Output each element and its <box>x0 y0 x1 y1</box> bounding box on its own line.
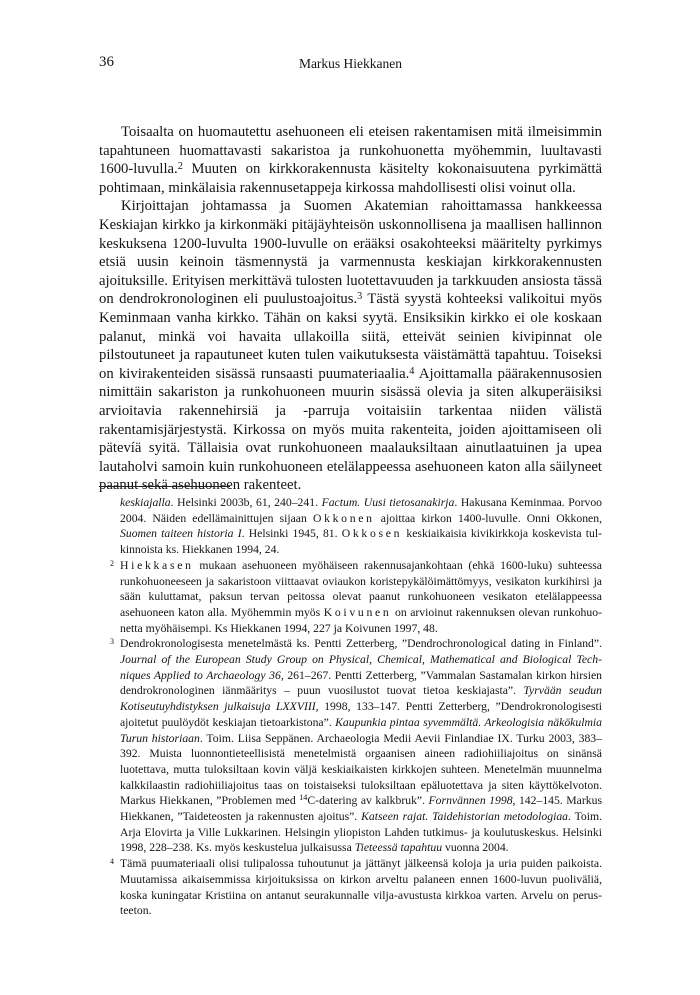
footnote-number: 4 <box>110 857 114 867</box>
footnotes <box>99 495 602 919</box>
body-paragraph: Toisaalta on huomautettu asehuoneen eli eteisen rakentamisen mitä ilmeisimmin tapahtuneen huomattavasti sakaristoa ja runkohuonetta myöhemmin, luultavasti 1600-luvulla.$^2$ Muuten on kirkkorakennusta käsitelty kokonaisuutena pyrkimättä pohtimaan, minkälaisia rakennusetappeja kirkossa mahdollisesti olisi voinut olla. <box>99 124 602 196</box>
footnote-ref[interactable]: 4 <box>409 365 415 377</box>
page-header <box>99 50 602 70</box>
body-paragraph: Kirjoittajan johtamassa ja Suomen Akatemian rahoittamassa hankkeessa Keskiajan kirkko ja kirkonmäki pitäjäyhteisön uskonnollisena ja maallisen hallinnon keskuksena 1200-luvulta 1900-luvulle on erääksi osakohteeksi määritelty pyrkimys etsiä uusin keinoin täsmennystä ja varmennusta keskiajan kirkkorakennusten ajoituksille. Erityisen merkittävä tulosten luotettavuuden ja tarkkuuden ansiosta tässä on dendrokronologinen eli puulustoajoitus.$^3$ Tästä syystä kohteeksi valikoitui myös Keminmaan vanha kirkko. Tähän on kaksi syytä. Ensiksikin kirkko ei ole koskaan palanut, minkä voi havaita ullakoilla siitä, etteivät seinien kivipinnat ole pilstoutuneet ja rapautuneet kuten tulen vaikutuksesta väistämättä tapahtuu. Toiseksi on kivirakenteiden sisässä runsaasti puumateriaalia.$^4$ Ajoittamalla päärakennusosien nimittäin sakariston ja runkohuoneen muurin sisässä olevia ja siten alkuperäisiksi arvioitavia rakennehirsiä ja -parruja voitaisiin tarkentaa niiden välistä rakentamisjärjestystä. Kirkossa on myös muita rakenteita, joiden ajoittamiseen oli pätevíä syitä. Tällaisia ovat runkohuoneen maalauksiltaan ainutlaatuinen ja upea lautaholvi samoin kuin runkohuoneen etelälappeessa asehuoneen katon alla säilyneet paanut sekä asehuoneen rakenteet. <box>99 198 603 494</box>
footnote-number: 3 <box>110 637 114 647</box>
footnote-number: 2 <box>110 558 114 568</box>
footnote-2: 2 Hiekkasen mukaan asehuoneen myöhäiseen rakennusajankohtaan (ehkä 1600-luku) suhteessa runkohuoneeseen ja sakaristoon viittaavat oviaukon koristepykälöimättömyys, vesikaton kurkihirsi ja sään kuluttamat, paksun tervan peitossa olevat paanut runkohuoneen vesikaton etelälappeessa asehuoneen katon alla. Myöhemmin myös Koivunen on arvioinut rakennuksen olevan runkohuonetta myöhäisempi. Ks Hiekkanen 1994, 227 ja Koivunen 1997, 48. <box>110 558 602 635</box>
footnote-ref[interactable]: 3 <box>357 291 363 303</box>
running-head: Markus Hiekkanen <box>298 56 403 71</box>
page-number: 36 <box>99 54 114 70</box>
footnote-ref[interactable]: 2 <box>177 161 183 173</box>
footnote-4: 4 Tämä puumateriaali olisi tulipalossa tuhoutunut ja jättänyt jälkeensä koloja ja uria puiden paikoista. Muutamissa aikaisemmissa kirjoituksissa on kirkon arveltu palaneen ennen 1600-luvun puoliväliä, koska kuningatar Kristiina on antanut seurakunnalle vilja-avustusta kirkkoa varten. Arvelu on perusteeton. <box>110 857 602 918</box>
footnote-continued: keskiajalla. Helsinki 2003b, 61, 240–241. Factum. Uusi tietosanakirja. Hakusana Keminmaa. Porvoo 2004. Näiden edellämainittujen sijaan Okkonen ajoittaa kirkon 1400-luvulle. Onni Okkonen, Suomen taiteen historia I. Helsinki 1945, 81. Okkosen keskiaikaisia kivikirkkoja koskevista tulkinnoista ks. Hiekkanen 1994, 24. <box>120 496 603 557</box>
main-text <box>99 123 602 495</box>
footnote-divider <box>99 486 230 487</box>
footnote-3: 3 Dendrokronologisesta menetelmästä ks. Pentti Zetterberg, ”Dendrochronological dating in Finland”. Journal of the European Study Group on Physical, Chemical, Mathematical and Biological Techniques Applied to Archaeology 36, 261–267. Pentti Zetterberg, ”Vammalan Sastamalan kirkon hirsien dendrokronologinen iänmääritys – puun vuosilustot tuovat tietoa keskiajasta”. Tyrvään seudun Kotiseutuyhdistyksen julkaisuja LXXVIII, 1998, 133–147. Pentti Zetterberg, ”Dendrokronologisesti ajoitetut puulöydöt keskiajan tietoarkistona”. Kaupunkia pintaa syvemmältä. Arkeologisia näkökulmia Turun historiaan. Toim. Liisa Seppänen. Archaeologia Medii Aevii Finlandiae IX. Turku 2003, 383–392. Muista luonnontieteellisistä menetelmistä orgaanisen aineen radiohiiliajoitus on sinänsä luotettava, mutta tuloksiltaan kovin väljä keskiaikaisten kirkkojen suhteen. Menetelmän muunnelma kalkkilaastin radiohiiliajoitus taas on toistaiseksi tuloksiltaan epäluotettava ja siten käyttökelvoton. Markus Hiekkanen, ”Problemen med $^{14}$C-datering av kalkbruk”. Fornvännen 1998, 142–145. Markus Hiekkanen, ”Taideteosten ja rakennusten ajoitus”. Katseen rajat. Taidehistorian metodologiaa. Toim. Arja Elovirta ja Ville Lukkarinen. Helsingin yliopiston Lahden tutkimus- ja koulutuskeskus. Helsinki 1998, 228–238. Ks. myös keskustelua julkaisussa Tieteessä tapahtuu vuonna 2004. <box>110 637 603 855</box>
